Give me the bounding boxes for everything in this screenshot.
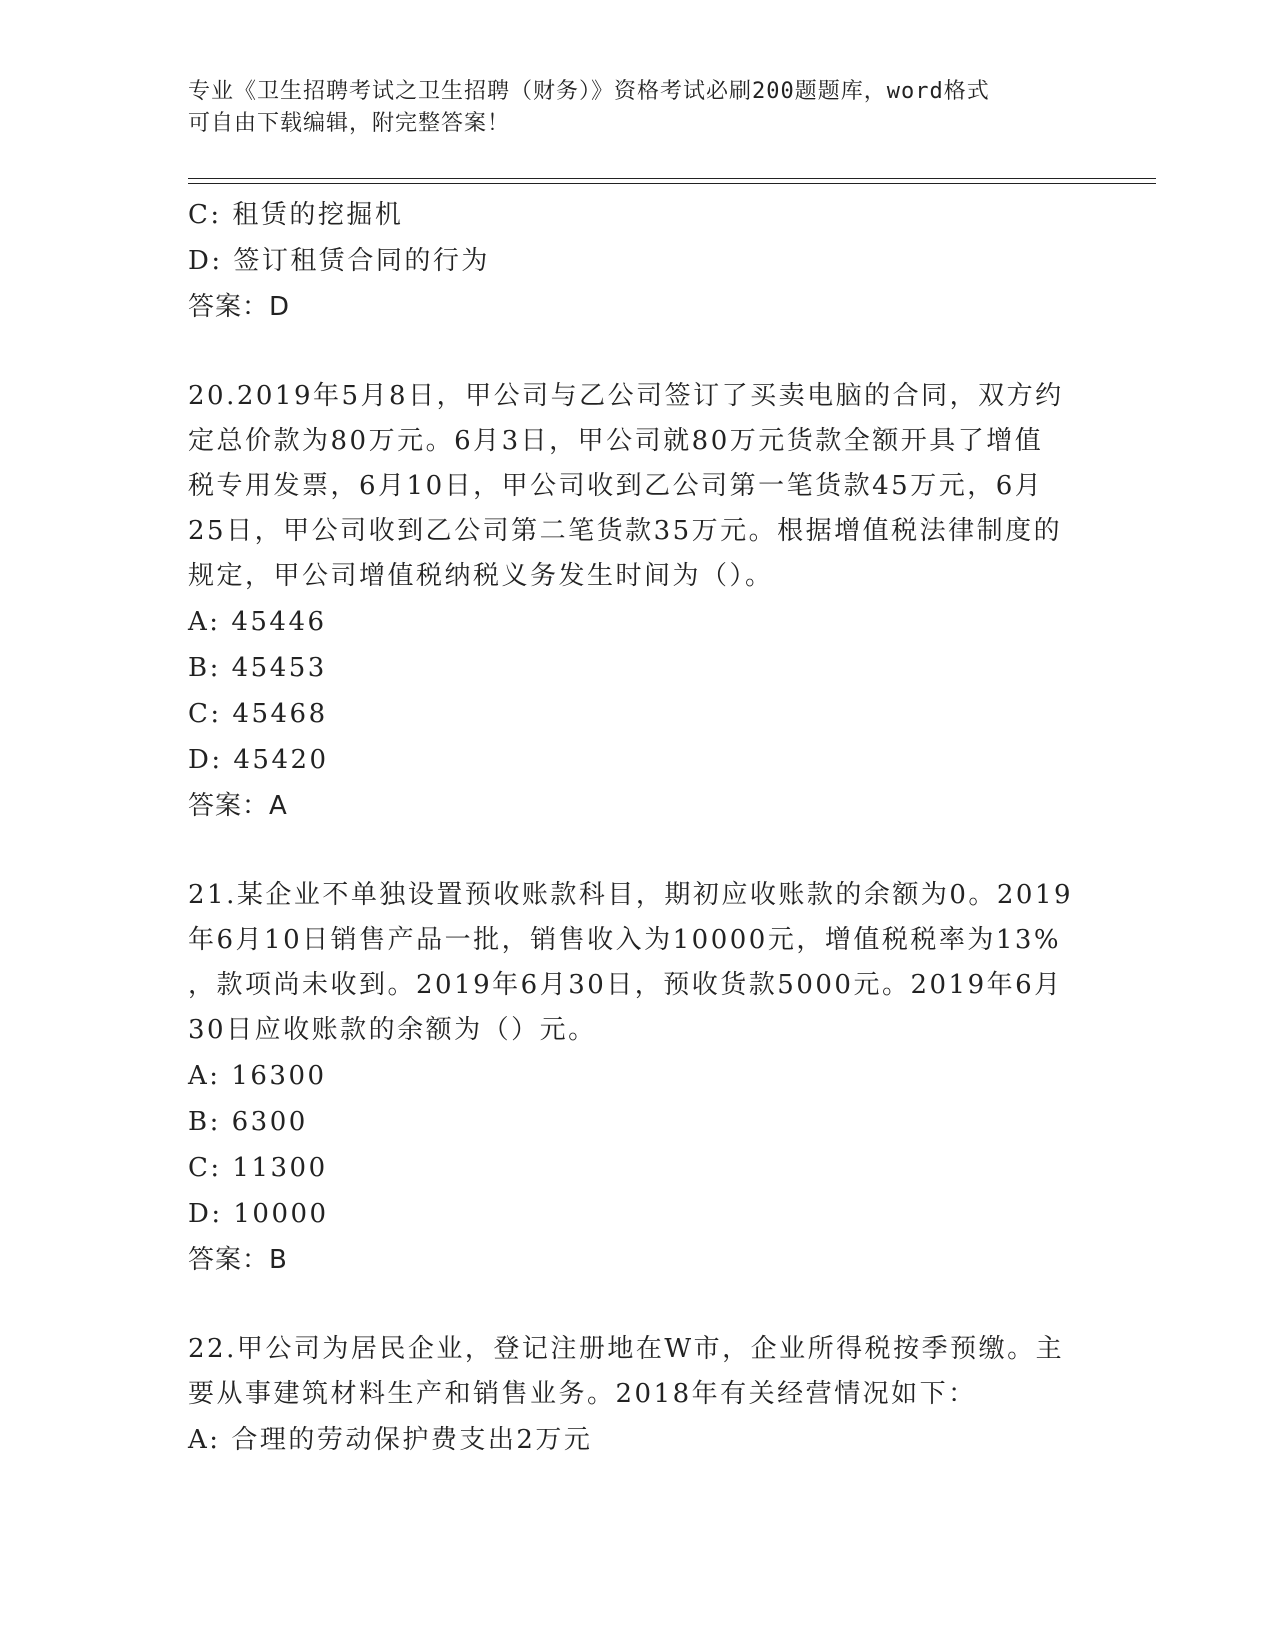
option-d: D: 签订租赁合同的行为 xyxy=(188,246,490,276)
option-c: C: 11300 xyxy=(188,1153,328,1183)
option-c: C: 45468 xyxy=(188,699,328,729)
document-header xyxy=(188,76,1088,140)
option-b: B: 45453 xyxy=(188,653,327,683)
stem-line: 定总价款为80万元。6月3日，甲公司就80万元货款全额开具了增值 xyxy=(188,426,1044,456)
stem-line: 税专用发票，6月10日，甲公司收到乙公司第一笔货款45万元，6月 xyxy=(188,471,1044,501)
header-divider-bottom xyxy=(188,183,1156,184)
question-content xyxy=(188,192,1088,1463)
option-a: A: 合理的劳动保护费支出2万元 xyxy=(188,1425,593,1455)
question-21 xyxy=(188,873,1088,1283)
stem-line: 要从事建筑材料生产和销售业务。2018年有关经营情况如下： xyxy=(188,1379,977,1409)
stem-line: 年6月10日销售产品一批，销售收入为10000元，增值税税率为13% xyxy=(188,925,1062,955)
answer: 答案：A xyxy=(188,791,288,821)
option-c: C: 租赁的挖掘机 xyxy=(188,200,404,230)
question-22 xyxy=(188,1327,1088,1463)
question-20 xyxy=(188,374,1088,829)
stem-line: 30日应收账款的余额为（）元。 xyxy=(188,1015,597,1045)
option-d: D: 45420 xyxy=(188,745,329,775)
question-stem xyxy=(188,873,1088,1053)
answer: 答案：D xyxy=(188,292,291,322)
stem-line: 规定，甲公司增值税纳税义务发生时间为（）。 xyxy=(188,561,774,591)
option-b: B: 6300 xyxy=(188,1107,308,1137)
stem-line: 21.某企业不单独设置预收账款科目，期初应收账款的余额为0。2019 xyxy=(188,880,1074,910)
stem-line: 25日，甲公司收到乙公司第二笔货款35万元。根据增值税法律制度的 xyxy=(188,516,1063,546)
header-line-1: 专业《卫生招聘考试之卫生招聘（财务）》资格考试必刷200题题库，word格式 xyxy=(188,79,990,104)
option-a: A: 45446 xyxy=(188,607,327,637)
question-stem xyxy=(188,374,1088,599)
previous-question-tail xyxy=(188,192,1088,330)
answer: 答案：B xyxy=(188,1245,288,1275)
header-line-2: 可自由下载编辑，附完整答案！ xyxy=(188,111,511,136)
header-divider-top xyxy=(188,178,1156,179)
stem-line: 20.2019年5月8日，甲公司与乙公司签订了买卖电脑的合同，双方约 xyxy=(188,381,1064,411)
stem-line: ，款项尚未收到。2019年6月30日，预收货款5000元。2019年6月 xyxy=(188,970,1063,1000)
question-stem xyxy=(188,1327,1088,1417)
option-a: A: 16300 xyxy=(188,1061,327,1091)
option-d: D: 10000 xyxy=(188,1199,329,1229)
stem-line: 22.甲公司为居民企业，登记注册地在W市，企业所得税按季预缴。主 xyxy=(188,1334,1065,1364)
